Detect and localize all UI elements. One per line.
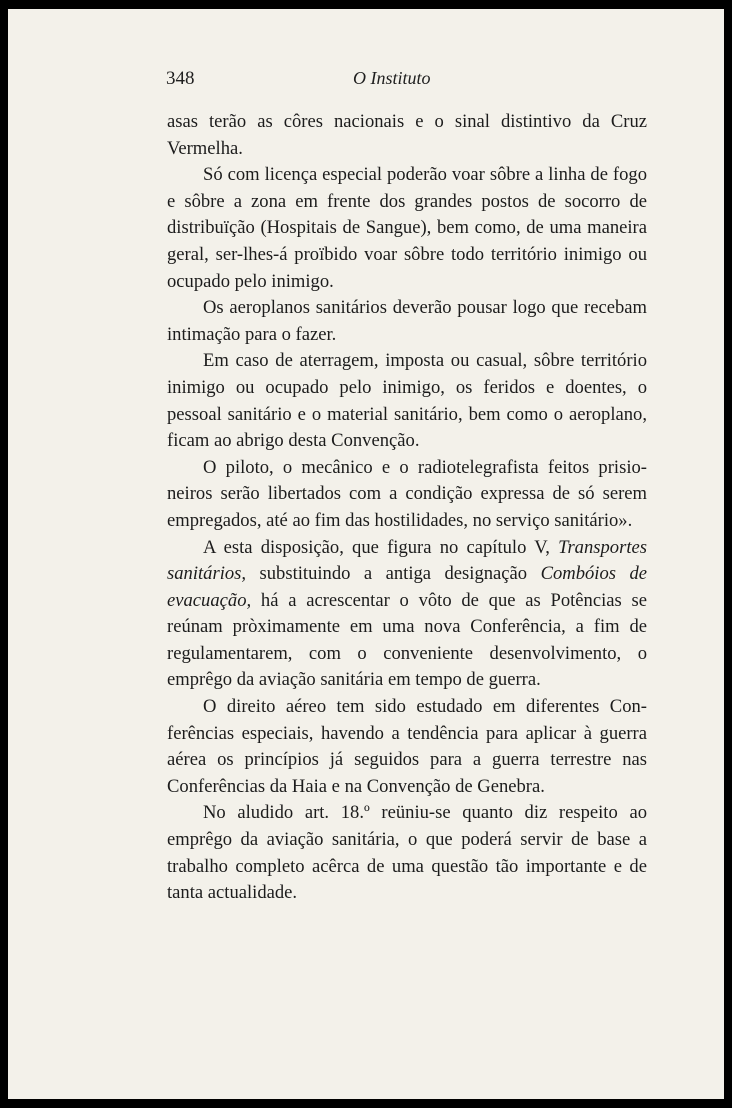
paragraph-text: há a acrescentar o vôto de que as Potências se reúnam pròximamente em uma nova Conferência, a fim de regulamentarem, com o conveniente desenvolvimento, o emprêgo da aviação sanitária em tempo de guerra. [167, 589, 647, 691]
paragraph: Só com licença especial poderão voar sôbre a linha de fogo e sôbre a zona em frente dos grandes postos de socorro de distribuïção (Hospitais de Sangue), bem como, de uma maneira geral, ser-lhes-á proïbido voar sôbre todo território inimigo ou ocupado pelo inimigo. [167, 164, 647, 292]
page-number: 348 [166, 68, 195, 89]
page-header [8, 66, 724, 96]
paragraph: Os aeroplanos sanitários deverão pousar logo que recebam intimação para o fazer. [167, 297, 647, 345]
paragraph-with-italics [167, 535, 647, 695]
book-page [8, 9, 724, 1099]
paragraph-continuation: asas terão as côres nacionais e o sinal distintivo da Cruz Vermelha. [167, 111, 647, 159]
italic-term: Combóios de evacuação, [167, 563, 647, 611]
paragraph: O piloto, o mecânico e o radiotelegrafista feitos prisioneiros serão libertados com a condição expressa de só serem empregados, até ao fim das hostilidades, no serviço sanitário». [167, 456, 647, 531]
running-title: O Instituto [353, 68, 431, 88]
paragraph-text: substituindo a antiga designação [246, 563, 541, 585]
paragraph: No aludido art. 18.º reüniu-se quanto diz respeito ao emprêgo da aviação sanitária, o que poderá servir de base a trabalho completo acêrca de uma questão tão importante e de tanta actualidade. [167, 802, 647, 904]
body-text [167, 109, 647, 907]
italic-term: Transportes sanitários, [167, 536, 647, 585]
paragraph: O direito aéreo tem sido estudado em diferentes Conferências especiais, havendo a tendência para aplicar à guerra aérea os princípios já seguidos para a guerra terrestre nas Conferências da Haia e na Convenção de Genebra. [167, 696, 647, 797]
paragraph-text: A esta disposição, que figura no capítulo V, [203, 536, 559, 558]
paragraph: Em caso de aterragem, imposta ou casual, sôbre território inimigo ou ocupado pelo inimigo, os feridos e doentes, o pessoal sanitário e o material sanitário, bem como o aeroplano, ficam ao abrigo desta Convenção. [167, 350, 647, 452]
